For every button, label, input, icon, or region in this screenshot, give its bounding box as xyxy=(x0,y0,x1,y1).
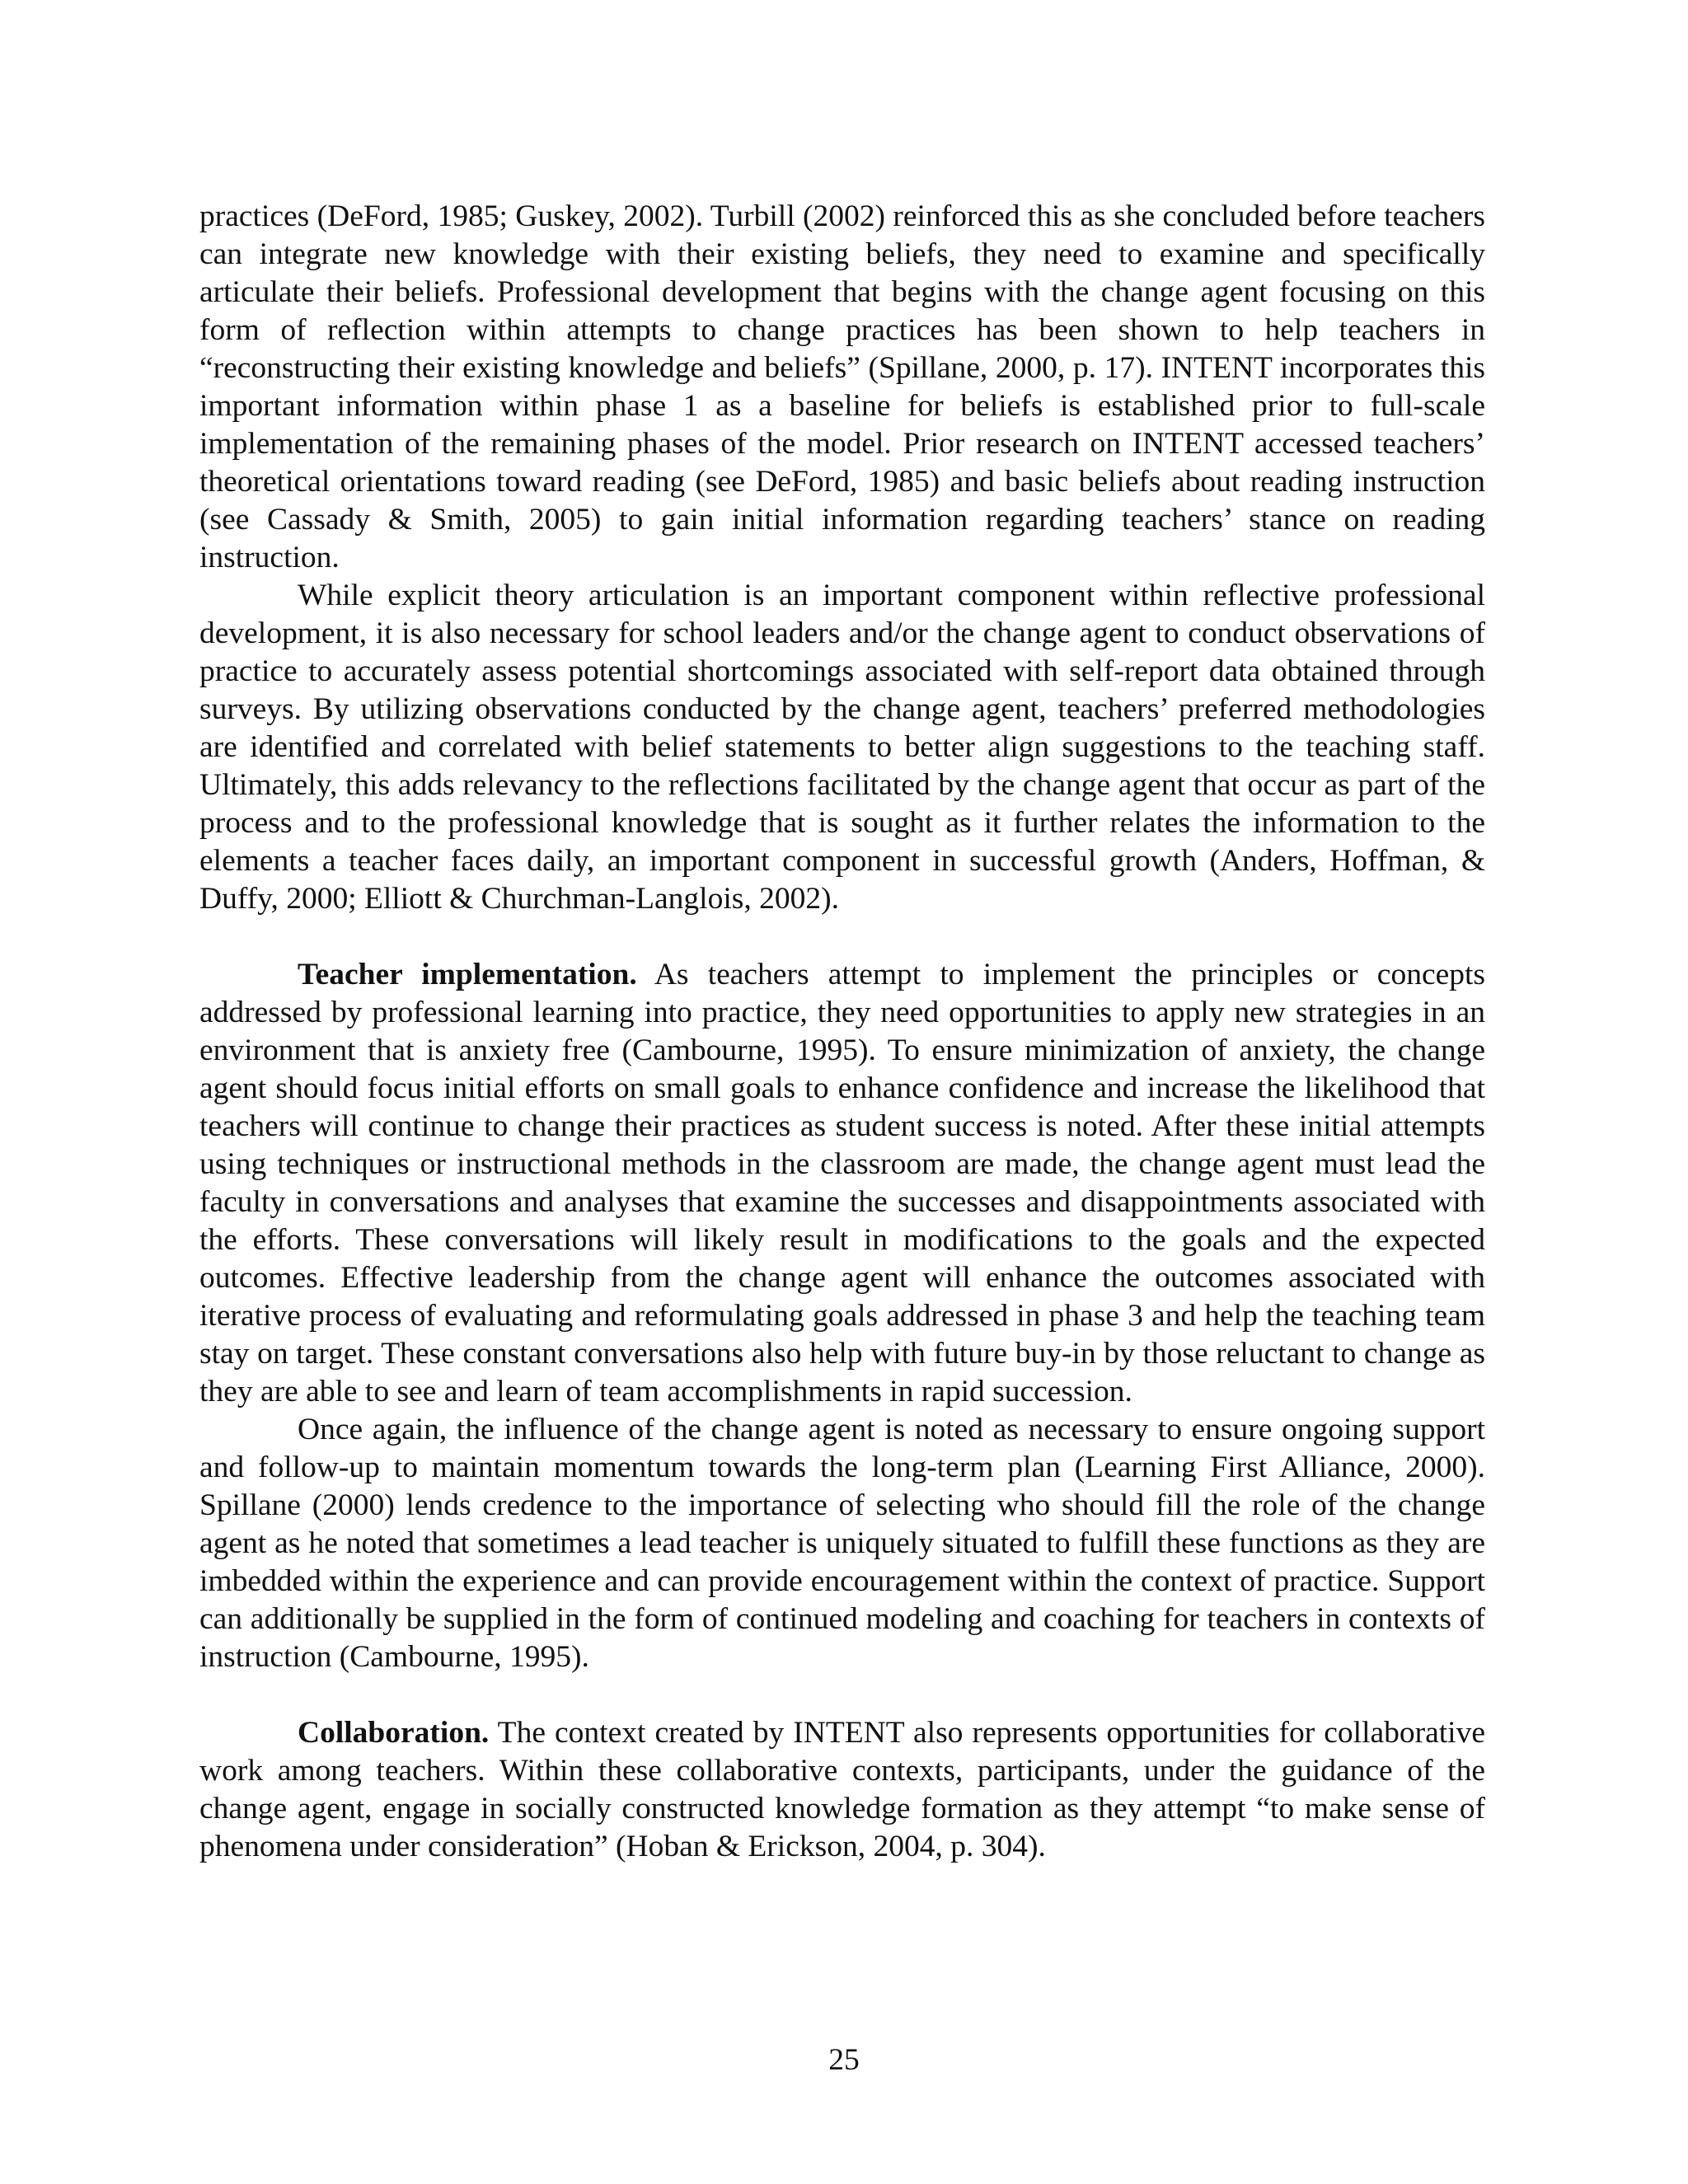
document-page xyxy=(199,198,1485,1866)
page-number: 25 xyxy=(828,2043,860,2077)
paragraph-text: The context created by INTENT also represents opportunities for collaborative work among teachers. Within these collaborative contexts, participants, under the guidance of the change agent, engage in socially constructed knowledge formation as they attempt “to make sense of phenomena under consideration” (Hoban & Erickson, 2004, p. 304). xyxy=(199,1716,1485,1863)
paragraph-text: As teachers attempt to implement the principles or concepts addressed by professional learning into practice, they need opportunities to apply new strategies in an environment that is anxiety free (Cambourne, 1995). To ensure minimization of anxiety, the change agent should focus initial efforts on small goals to enhance confidence and increase the likelihood that teachers will continue to change their practices as student success is noted. After these initial attempts using techniques or instructional methods in the classroom are made, the change agent must lead the faculty in conversations and analyses that examine the successes and disappointments associated with the efforts. These conversations will likely result in modifications to the goals and the expected outcomes. Effective leadership from the change agent will enhance the outcomes associated with iterative process of evaluating and reformulating goals addressed in phase 3 and help the teaching team stay on target. These constant conversations also help with future buy-in by those reluctant to change as they are able to see and learn of team accomplishments in rapid succession. xyxy=(199,958,1486,1408)
paragraph-collaboration xyxy=(199,1714,1485,1866)
section-heading-teacher-implementation: Teacher implementation. xyxy=(298,958,637,991)
section-heading-collaboration: Collaboration. xyxy=(298,1716,490,1750)
paragraph-change-agent-support: Once again, the influence of the change agent is noted as necessary to ensure ongoing support and follow-up to maintain momentum towards the long-term plan (Learning First Alliance, 2000). Spillane (2000) lends credence to the importance of selecting who should fill the role of the change agent as he noted that sometimes a lead teacher is uniquely situated to fulfill these functions as they are imbedded within the experience and can provide encouragement within the context of practice. Support can additionally be supplied in the form of continued modeling and coaching for teachers in contexts of instruction (Cambourne, 1995). xyxy=(199,1413,1485,1674)
paragraph-teacher-implementation xyxy=(199,956,1485,1411)
paragraph-beliefs-articulation: practices (DeFord, 1985; Guskey, 2002). Turbill (2002) reinforced this as she concluded before teachers can integrate new knowledge with their existing beliefs, they need to examine and specifically articulate their beliefs. Professional development that begins with the change agent focusing on this form of reflection within attempts to change practices has been shown to help teachers in “reconstructing their existing knowledge and beliefs” (Spillane, 2000, p. 17). INTENT incorporates this important information within phase 1 as a baseline for beliefs is established prior to full-scale implementation of the remaining phases of the model. Prior research on INTENT accessed teachers’ theoretical orientations toward reading (see DeFord, 1985) and basic beliefs about reading instruction (see Cassady & Smith, 2005) to gain initial information regarding teachers’ stance on reading instruction. xyxy=(199,199,1485,574)
paragraph-observations-of-practice: While explicit theory articulation is an important component within reflective professional development, it is also necessary for school leaders and/or the change agent to conduct observations of practice to accurately assess potential shortcomings associated with self-report data obtained through surveys. By utilizing observations conducted by the change agent, teachers’ preferred methodologies are identified and correlated with belief statements to better align suggestions to the teaching staff. Ultimately, this adds relevancy to the reflections facilitated by the change agent that occur as part of the process and to the professional knowledge that is sought as it further relates the information to the elements a teacher faces daily, an important component in successful growth (Anders, Hoffman, & Duffy, 2000; Elliott & Churchman-Langlois, 2002). xyxy=(199,579,1485,916)
